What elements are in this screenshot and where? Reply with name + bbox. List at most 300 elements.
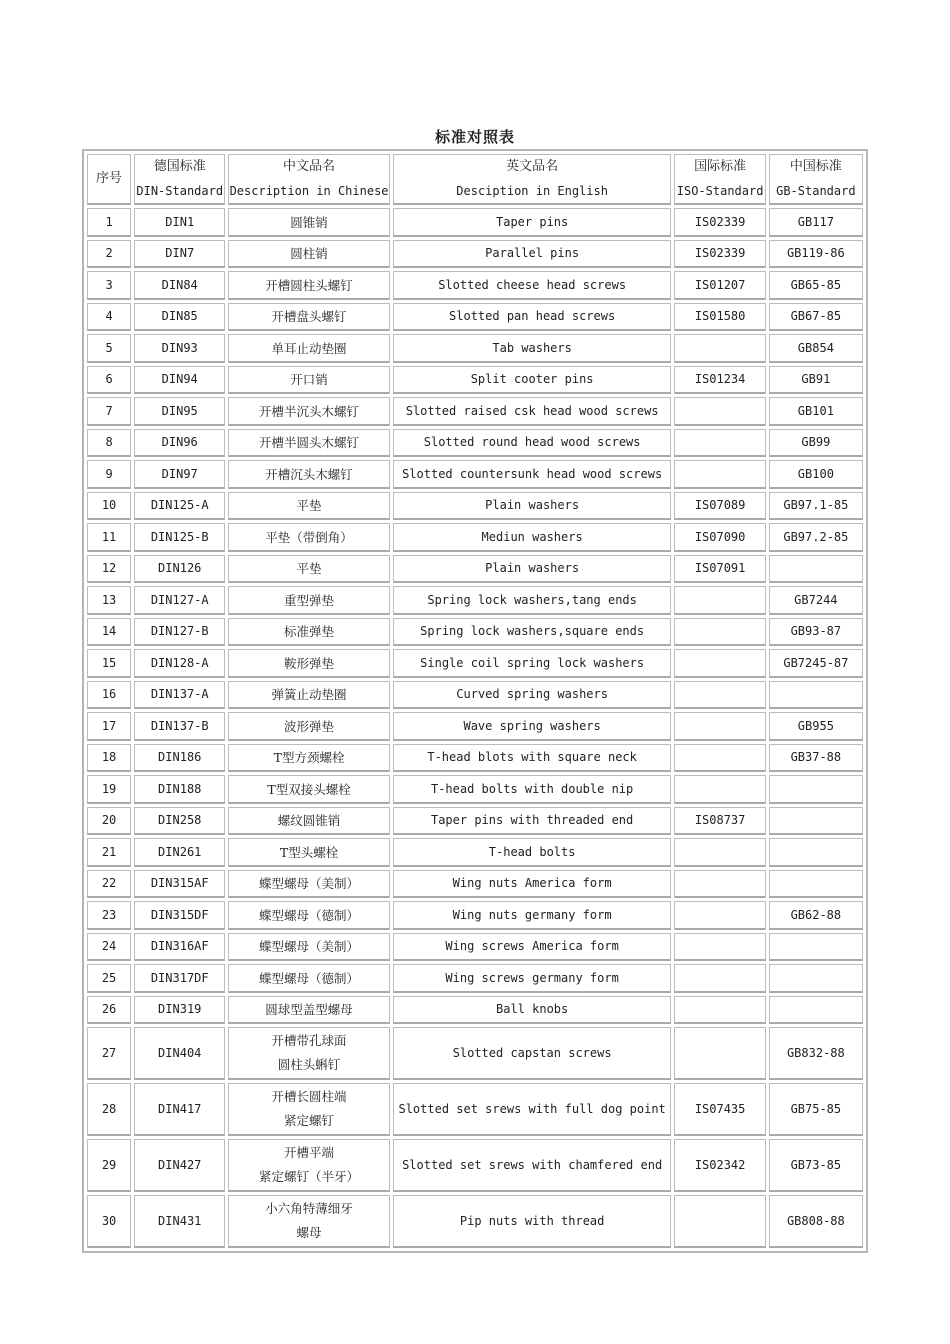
iso-standard-cell [674, 712, 765, 741]
gb-standard-cell [769, 429, 863, 458]
row-index-cell [87, 303, 131, 332]
din-standard-cell [134, 334, 225, 363]
gb-standard-cell [769, 586, 863, 615]
gb-standard-cell [769, 208, 863, 237]
table-row [87, 555, 863, 584]
row-index-cell [87, 397, 131, 426]
row-index-cell [87, 1027, 131, 1080]
iso-standard-cell [674, 555, 765, 584]
din-standard-text: DIN93 [161, 340, 198, 355]
chinese-name-line-1: 开槽长圆柱端 [271, 1089, 347, 1104]
din-standard-cell [134, 208, 225, 237]
din-standard-cell [134, 838, 225, 867]
iso-standard-cell [674, 838, 765, 867]
din-standard-cell [134, 807, 225, 836]
din-standard-cell [134, 1195, 225, 1248]
din-standard-text: DIN137-A [150, 687, 209, 702]
chinese-name-line-2: 紧定螺钉 [284, 1113, 335, 1128]
chinese-name-cell [228, 523, 389, 552]
gb-standard-cell [769, 1027, 863, 1080]
iso-standard-cell [674, 618, 765, 647]
row-index-cell [87, 555, 131, 584]
table-row [87, 870, 863, 899]
chinese-name-text: T型方颈螺栓 [273, 750, 345, 766]
page-title: 标准对照表 [434, 128, 515, 146]
english-name-text: Taper pins with threaded end [430, 813, 634, 828]
row-index-text: 18 [101, 750, 117, 765]
english-name-cell [393, 334, 672, 363]
iso-standard-cell [674, 1083, 765, 1136]
row-index-text: 4 [105, 309, 113, 324]
table-row [87, 838, 863, 867]
din-standard-cell [134, 933, 225, 962]
gb-standard-cell [769, 870, 863, 899]
english-name-cell [393, 1139, 672, 1192]
english-name-cell [393, 807, 672, 836]
chinese-name-line-1: 开槽带孔球面 [271, 1033, 347, 1048]
gb-standard-text: GB93-87 [790, 624, 842, 639]
din-standard-text: DIN94 [161, 372, 198, 387]
iso-standard-text: IS07090 [694, 529, 746, 544]
iso-standard-cell [674, 492, 765, 521]
gb-standard-text: GB97.2-85 [783, 529, 849, 544]
row-index-cell [87, 208, 131, 237]
english-name-cell [393, 901, 672, 930]
row-index-text: 24 [101, 939, 117, 954]
chinese-name-line-2: 紧定螺钉（半牙） [259, 1169, 360, 1184]
chinese-name-cell [228, 303, 389, 332]
english-name-cell [393, 460, 672, 489]
iso-standard-cell [674, 208, 765, 237]
english-name-text: T-head bolts [488, 844, 576, 859]
gb-standard-cell [769, 807, 863, 836]
table-body [87, 154, 863, 1248]
row-index-cell [87, 807, 131, 836]
gb-standard-text: GB65-85 [790, 277, 842, 292]
english-name-cell [393, 208, 672, 237]
iso-standard-cell [674, 271, 765, 300]
chinese-name-cell [228, 366, 389, 395]
english-name-text: Slotted capstan screws [452, 1046, 612, 1060]
din-standard-cell [134, 366, 225, 395]
gb-standard-cell [769, 744, 863, 773]
chinese-name-line-1: 小六角特薄细牙 [265, 1201, 353, 1216]
chinese-name-cell [228, 1083, 389, 1136]
english-name-cell [393, 366, 672, 395]
din-standard-text: DIN126 [158, 561, 202, 576]
table-row [87, 933, 863, 962]
header-english-desc: 英文品名 Desciption in English [393, 154, 672, 205]
gb-standard-cell [769, 240, 863, 269]
chinese-name-cell [228, 460, 389, 489]
chinese-name-cell [228, 964, 389, 993]
chinese-name-line-2: 螺母 [296, 1225, 322, 1240]
english-name-text: T-head blots with square neck [427, 750, 637, 765]
din-standard-text: DIN127-A [150, 592, 209, 607]
row-index-cell [87, 271, 131, 300]
table-row [87, 271, 863, 300]
gb-standard-cell [769, 1083, 863, 1136]
chinese-name-line-2: 圆柱头蝌钉 [277, 1057, 341, 1072]
chinese-name-cell [228, 334, 389, 363]
iso-standard-cell [674, 1027, 765, 1080]
gb-standard-text: GB75-85 [790, 1102, 842, 1116]
din-standard-text: DIN128-A [150, 655, 209, 670]
english-name-cell [393, 618, 672, 647]
row-index-text: 19 [101, 781, 117, 796]
english-name-cell [393, 1195, 672, 1248]
row-index-text: 16 [101, 687, 117, 702]
gb-standard-text: GB62-88 [790, 907, 842, 922]
chinese-name-cell [228, 208, 389, 237]
row-index-cell [87, 649, 131, 678]
din-standard-cell [134, 460, 225, 489]
din-standard-cell [134, 397, 225, 426]
iso-standard-text: IS07091 [694, 561, 746, 576]
english-name-text: Slotted round head wood screws [423, 435, 641, 450]
table-row [87, 744, 863, 773]
english-name-text: Plain washers [485, 498, 580, 513]
row-index-text: 17 [101, 718, 117, 733]
row-index-cell [87, 460, 131, 489]
iso-standard-cell [674, 334, 765, 363]
row-index-cell [87, 1139, 131, 1192]
english-name-text: Slotted countersunk head wood screws [402, 466, 663, 481]
row-index-text: 10 [101, 498, 117, 513]
iso-standard-cell [674, 460, 765, 489]
din-standard-cell [134, 523, 225, 552]
iso-standard-text: IS08737 [694, 813, 746, 828]
chinese-name-cell [228, 933, 389, 962]
chinese-name-cell [228, 870, 389, 899]
din-standard-text: DIN315DF [150, 907, 209, 922]
din-standard-cell [134, 744, 225, 773]
chinese-name-cell [228, 996, 389, 1025]
english-name-text: Wing nuts germany form [452, 907, 612, 922]
gb-standard-cell [769, 397, 863, 426]
standards-table [82, 149, 868, 1253]
english-name-text: Ball knobs [496, 1002, 569, 1017]
gb-standard-text: GB91 [801, 372, 831, 387]
gb-standard-cell [769, 460, 863, 489]
chinese-name-line-1: 开槽平端 [284, 1145, 335, 1160]
din-standard-cell [134, 303, 225, 332]
table-row [87, 1027, 863, 1080]
iso-standard-text: IS01207 [694, 277, 746, 292]
table-row [87, 366, 863, 395]
chinese-name-cell [228, 901, 389, 930]
gb-standard-cell [769, 366, 863, 395]
chinese-name-cell [228, 712, 389, 741]
row-index-cell [87, 775, 131, 804]
chinese-name-text: 平垫 [296, 498, 322, 514]
table-row [87, 1083, 863, 1136]
table-row [87, 618, 863, 647]
row-index-text: 11 [101, 529, 117, 544]
table-row [87, 1139, 863, 1192]
gb-standard-cell [769, 492, 863, 521]
gb-standard-text: GB7244 [794, 592, 838, 607]
iso-standard-text: IS07089 [694, 498, 746, 513]
chinese-name-text: 波形弹垫 [284, 718, 335, 734]
english-name-text: Slotted set srews with full dog point [398, 1102, 666, 1116]
din-standard-cell [134, 1083, 225, 1136]
english-name-text: Slotted set srews with chamfered end [402, 1158, 663, 1172]
row-index-text: 7 [105, 403, 113, 418]
chinese-name-text: 圆球型盖型螺母 [265, 1002, 353, 1018]
english-name-text: Wing nuts America form [452, 876, 612, 891]
row-index-text: 14 [101, 624, 117, 639]
chinese-name-cell [228, 838, 389, 867]
gb-standard-cell [769, 1139, 863, 1192]
din-standard-text: DIN315AF [150, 876, 209, 891]
table-row [87, 240, 863, 269]
gb-standard-cell [769, 712, 863, 741]
din-standard-text: DIN97 [161, 466, 198, 481]
row-index-cell [87, 1083, 131, 1136]
row-index-cell [87, 240, 131, 269]
gb-standard-cell [769, 996, 863, 1025]
row-index-cell [87, 1195, 131, 1248]
english-name-cell [393, 712, 672, 741]
gb-standard-cell [769, 618, 863, 647]
iso-standard-cell [674, 523, 765, 552]
iso-standard-text: IS02339 [694, 246, 746, 261]
din-standard-text: DIN186 [158, 750, 202, 765]
iso-standard-text: IS01580 [694, 309, 746, 324]
chinese-name-cell [228, 618, 389, 647]
din-standard-cell [134, 586, 225, 615]
iso-standard-text: IS02342 [694, 1158, 746, 1172]
table-row [87, 807, 863, 836]
english-name-text: Taper pins [496, 214, 569, 229]
din-standard-cell [134, 870, 225, 899]
english-name-text: Pip nuts with thread [459, 1214, 605, 1228]
din-standard-text: DIN95 [161, 403, 198, 418]
table-row [87, 775, 863, 804]
table-row [87, 681, 863, 710]
english-name-text: Curved spring washers [456, 687, 608, 702]
din-standard-text: DIN1 [165, 214, 195, 229]
table-row [87, 996, 863, 1025]
english-name-text: Parallel pins [485, 246, 580, 261]
row-index-text: 3 [105, 277, 113, 292]
chinese-name-cell [228, 240, 389, 269]
table-row [87, 429, 863, 458]
english-name-text: Plain washers [485, 561, 580, 576]
din-standard-cell [134, 555, 225, 584]
table-row [87, 208, 863, 237]
gb-standard-cell [769, 1195, 863, 1248]
english-name-cell [393, 996, 672, 1025]
din-standard-text: DIN137-B [150, 718, 209, 733]
english-name-cell [393, 240, 672, 269]
row-index-cell [87, 492, 131, 521]
header-index: 序号 [87, 154, 131, 205]
gb-standard-text: GB7245-87 [783, 655, 849, 670]
gb-standard-cell [769, 964, 863, 993]
chinese-name-text: 蝶型螺母（德制） [259, 970, 360, 986]
din-standard-text: DIN96 [161, 435, 198, 450]
gb-standard-cell [769, 681, 863, 710]
gb-standard-text: GB37-88 [790, 750, 842, 765]
iso-standard-text: IS01234 [694, 372, 746, 387]
chinese-name-cell [228, 586, 389, 615]
iso-standard-cell [674, 240, 765, 269]
din-standard-cell [134, 240, 225, 269]
english-name-cell [393, 838, 672, 867]
row-index-cell [87, 681, 131, 710]
chinese-name-text: 开槽半圆头木螺钉 [259, 435, 360, 451]
chinese-name-text: 标准弹垫 [284, 624, 335, 640]
din-standard-text: DIN258 [158, 813, 202, 828]
table-row [87, 586, 863, 615]
english-name-text: Slotted cheese head screws [438, 277, 627, 292]
gb-standard-cell [769, 649, 863, 678]
row-index-cell [87, 712, 131, 741]
row-index-text: 27 [101, 1046, 117, 1060]
gb-standard-cell [769, 555, 863, 584]
iso-standard-cell [674, 964, 765, 993]
table-row [87, 712, 863, 741]
gb-standard-cell [769, 523, 863, 552]
chinese-name-cell [228, 429, 389, 458]
din-standard-text: DIN404 [158, 1046, 202, 1060]
iso-standard-cell [674, 366, 765, 395]
din-standard-text: DIN431 [158, 1214, 202, 1228]
english-name-text: Single coil spring lock washers [420, 655, 645, 670]
gb-standard-text: GB99 [801, 435, 831, 450]
english-name-cell [393, 870, 672, 899]
din-standard-text: DIN125-B [150, 529, 209, 544]
iso-standard-cell [674, 744, 765, 773]
gb-standard-text: GB854 [797, 340, 834, 355]
chinese-name-cell [228, 271, 389, 300]
din-standard-cell [134, 712, 225, 741]
row-index-cell [87, 366, 131, 395]
row-index-cell [87, 996, 131, 1025]
chinese-name-cell [228, 681, 389, 710]
din-standard-cell [134, 964, 225, 993]
row-index-text: 29 [101, 1158, 117, 1172]
row-index-cell [87, 744, 131, 773]
header-din: 德国标准 DIN-Standard [134, 154, 225, 205]
english-name-cell [393, 492, 672, 521]
row-index-text: 30 [101, 1214, 117, 1228]
gb-standard-text: GB101 [797, 403, 834, 418]
iso-standard-cell [674, 681, 765, 710]
din-standard-text: DIN319 [158, 1002, 202, 1017]
din-standard-cell [134, 996, 225, 1025]
row-index-cell [87, 933, 131, 962]
din-standard-text: DIN127-B [150, 624, 209, 639]
row-index-cell [87, 964, 131, 993]
chinese-name-text: 平垫（带倒角） [265, 529, 353, 545]
chinese-name-cell [228, 1195, 389, 1248]
gb-standard-cell [769, 901, 863, 930]
english-name-cell [393, 775, 672, 804]
english-name-text: Wing screws America form [445, 939, 619, 954]
chinese-name-text: 平垫 [296, 561, 322, 577]
header-row [87, 154, 863, 205]
gb-standard-cell [769, 838, 863, 867]
din-standard-cell [134, 1027, 225, 1080]
english-name-text: Spring lock washers,tang ends [427, 592, 637, 607]
din-standard-cell [134, 775, 225, 804]
gb-standard-cell [769, 933, 863, 962]
row-index-cell [87, 586, 131, 615]
english-name-cell [393, 649, 672, 678]
english-name-cell [393, 964, 672, 993]
gb-standard-text: GB97.1-85 [783, 498, 849, 513]
din-standard-text: DIN7 [165, 246, 195, 261]
din-standard-text: DIN125-A [150, 498, 209, 513]
iso-standard-cell [674, 870, 765, 899]
iso-standard-cell [674, 429, 765, 458]
chinese-name-text: 开槽半沉头木螺钉 [259, 403, 360, 419]
chinese-name-cell [228, 744, 389, 773]
iso-standard-cell [674, 901, 765, 930]
table-row [87, 523, 863, 552]
iso-standard-cell [674, 397, 765, 426]
row-index-cell [87, 523, 131, 552]
chinese-name-text: 鞍形弹垫 [284, 655, 335, 671]
gb-standard-cell [769, 334, 863, 363]
english-name-text: T-head bolts with double nip [430, 781, 634, 796]
chinese-name-text: T型头螺栓 [279, 844, 339, 860]
english-name-cell [393, 429, 672, 458]
english-name-text: Wave spring washers [463, 718, 601, 733]
chinese-name-text: 螺纹圆锥销 [277, 813, 341, 829]
english-name-text: Tab washers [492, 340, 572, 355]
gb-standard-cell [769, 303, 863, 332]
english-name-cell [393, 397, 672, 426]
english-name-cell [393, 586, 672, 615]
iso-standard-cell [674, 933, 765, 962]
gb-standard-text: GB832-88 [786, 1046, 845, 1060]
row-index-text: 2 [105, 246, 113, 261]
english-name-cell [393, 271, 672, 300]
table-row [87, 901, 863, 930]
iso-standard-cell [674, 649, 765, 678]
iso-standard-cell [674, 996, 765, 1025]
gb-standard-text: GB955 [797, 718, 834, 733]
row-index-text: 21 [101, 844, 117, 859]
iso-standard-text: IS02339 [694, 214, 746, 229]
iso-standard-cell [674, 807, 765, 836]
row-index-text: 5 [105, 340, 113, 355]
chinese-name-cell [228, 555, 389, 584]
chinese-name-text: 开槽沉头木螺钉 [265, 466, 353, 482]
chinese-name-text: 弹簧止动垫圈 [271, 687, 347, 703]
din-standard-text: DIN261 [158, 844, 202, 859]
row-index-cell [87, 870, 131, 899]
gb-standard-text: GB73-85 [790, 1158, 842, 1172]
chinese-name-text: 蝶型螺母（德制） [259, 907, 360, 923]
english-name-cell [393, 523, 672, 552]
din-standard-text: DIN85 [161, 309, 198, 324]
row-index-text: 20 [101, 813, 117, 828]
gb-standard-cell [769, 775, 863, 804]
row-index-text: 25 [101, 970, 117, 985]
chinese-name-text: 重型弹垫 [284, 592, 335, 608]
english-name-text: Slotted pan head screws [449, 309, 616, 324]
iso-standard-text: IS07435 [694, 1102, 746, 1116]
table-row [87, 334, 863, 363]
row-index-text: 23 [101, 907, 117, 922]
row-index-text: 26 [101, 1002, 117, 1017]
chinese-name-text: 开口销 [290, 372, 328, 388]
